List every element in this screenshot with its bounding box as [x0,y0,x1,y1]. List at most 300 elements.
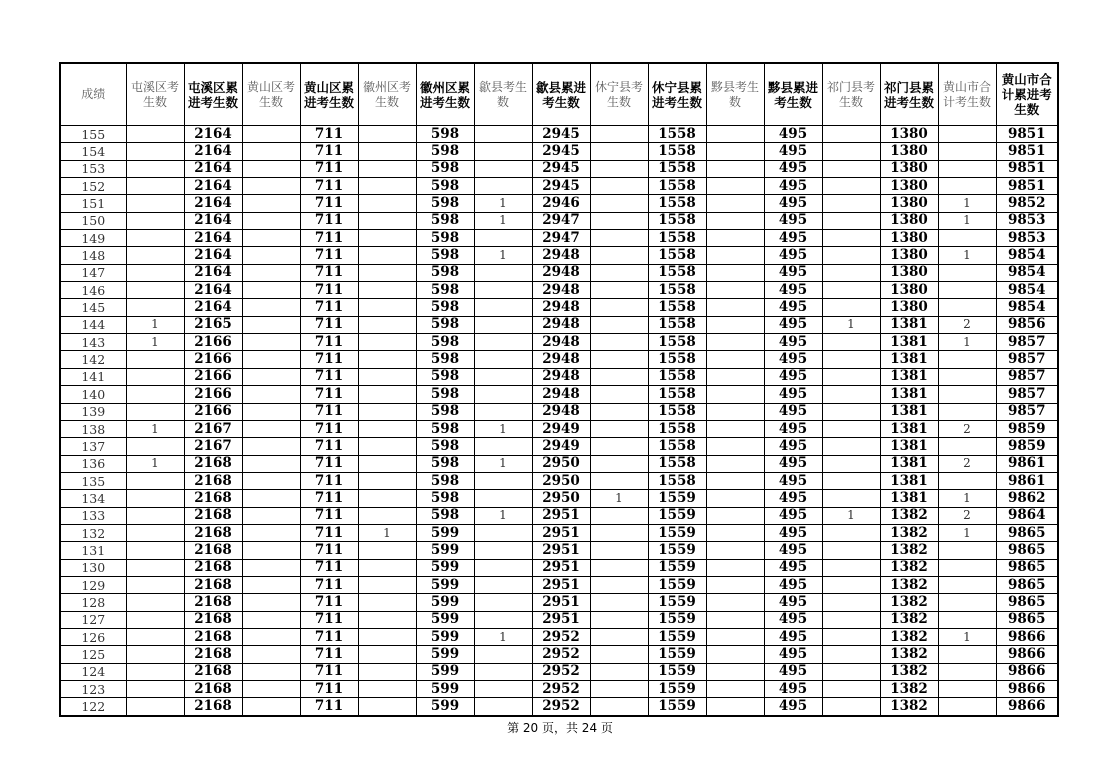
cumulative-count-cell: 495 [764,507,822,524]
cumulative-count-cell: 598 [416,403,474,420]
count-cell [126,611,184,628]
score-cell: 145 [60,299,126,316]
cumulative-count-cell: 711 [300,646,358,663]
table-row [60,351,1058,368]
cumulative-count-cell: 598 [416,386,474,403]
count-cell [590,507,648,524]
cumulative-count-cell: 495 [764,316,822,333]
count-cell [242,264,300,281]
count-cell [938,282,996,299]
cumulative-count-cell: 711 [300,576,358,593]
cumulative-count-cell: 9857 [996,386,1058,403]
count-cell [242,420,300,437]
count-cell [242,611,300,628]
cumulative-count-cell: 495 [764,646,822,663]
count-cell [358,663,416,680]
cumulative-count-cell: 2952 [532,698,590,716]
cumulative-count-cell: 2948 [532,351,590,368]
cumulative-count-cell: 495 [764,126,822,143]
count-cell [706,195,764,212]
table-row [60,490,1058,507]
count-cell [242,403,300,420]
count-cell [706,438,764,455]
count-cell [358,264,416,281]
count-cell [938,681,996,698]
cumulative-count-cell: 1558 [648,282,706,299]
cumulative-count-cell: 1559 [648,542,706,559]
count-cell [706,455,764,472]
cumulative-count-cell: 495 [764,403,822,420]
cumulative-count-cell: 495 [764,559,822,576]
score-cell: 150 [60,212,126,229]
count-cell [358,438,416,455]
count-cell: 1 [126,420,184,437]
cumulative-count-cell: 1559 [648,524,706,541]
cumulative-count-cell: 1380 [880,299,938,316]
cumulative-count-cell: 1559 [648,663,706,680]
count-cell [590,542,648,559]
count-cell [242,282,300,299]
count-cell [126,282,184,299]
cumulative-count-cell: 495 [764,681,822,698]
cumulative-count-cell: 1382 [880,698,938,716]
count-cell [706,351,764,368]
cumulative-count-cell: 598 [416,195,474,212]
table-row [60,628,1058,645]
count-cell [126,264,184,281]
count-cell [126,559,184,576]
cumulative-count-cell: 9866 [996,628,1058,645]
count-cell [938,576,996,593]
count-cell [590,403,648,420]
cumulative-count-cell: 711 [300,438,358,455]
cumulative-count-cell: 9861 [996,472,1058,489]
count-cell: 1 [474,195,532,212]
score-cell: 148 [60,247,126,264]
cumulative-count-cell: 1380 [880,230,938,247]
cumulative-count-cell: 1382 [880,524,938,541]
count-cell [474,368,532,385]
cumulative-count-cell: 599 [416,576,474,593]
cumulative-count-cell: 9861 [996,455,1058,472]
count-cell: 1 [938,195,996,212]
cumulative-count-cell: 711 [300,351,358,368]
column-header-cumulative: 黄山区累进考生数 [300,63,358,126]
count-cell [126,160,184,177]
cumulative-count-cell: 2165 [184,316,242,333]
cumulative-count-cell: 2168 [184,490,242,507]
cumulative-count-cell: 1558 [648,299,706,316]
cumulative-count-cell: 9866 [996,681,1058,698]
table-row [60,542,1058,559]
cumulative-count-cell: 9854 [996,264,1058,281]
cumulative-count-cell: 9865 [996,576,1058,593]
cumulative-count-cell: 1559 [648,559,706,576]
cumulative-count-cell: 711 [300,594,358,611]
cumulative-count-cell: 495 [764,698,822,716]
score-cell: 122 [60,698,126,716]
count-cell [474,334,532,351]
cumulative-count-cell: 2168 [184,698,242,716]
count-cell [358,646,416,663]
cumulative-count-cell: 9859 [996,438,1058,455]
count-cell [706,178,764,195]
count-cell [706,282,764,299]
cumulative-count-cell: 2164 [184,212,242,229]
score-cell: 140 [60,386,126,403]
cumulative-count-cell: 495 [764,282,822,299]
cumulative-count-cell: 1381 [880,334,938,351]
cumulative-count-cell: 599 [416,611,474,628]
cumulative-count-cell: 1558 [648,438,706,455]
count-cell: 1 [938,524,996,541]
count-cell: 2 [938,420,996,437]
count-cell [242,178,300,195]
count-cell [126,681,184,698]
cumulative-count-cell: 598 [416,230,474,247]
cumulative-count-cell: 9854 [996,299,1058,316]
cumulative-count-cell: 1382 [880,681,938,698]
count-cell [358,334,416,351]
count-cell [590,368,648,385]
count-cell [706,126,764,143]
column-header-count: 黄山区考生数 [242,63,300,126]
count-cell [938,160,996,177]
count-cell [242,351,300,368]
cumulative-count-cell: 495 [764,212,822,229]
count-cell [126,386,184,403]
count-cell [822,472,880,489]
cumulative-count-cell: 9854 [996,282,1058,299]
count-cell [590,438,648,455]
score-cell: 152 [60,178,126,195]
count-cell: 1 [938,212,996,229]
count-cell [822,490,880,507]
count-cell: 1 [590,490,648,507]
cumulative-count-cell: 1380 [880,212,938,229]
cumulative-count-cell: 2164 [184,195,242,212]
cumulative-count-cell: 1559 [648,490,706,507]
cumulative-count-cell: 711 [300,212,358,229]
cumulative-count-cell: 599 [416,698,474,716]
cumulative-count-cell: 2164 [184,143,242,160]
count-cell [474,524,532,541]
count-cell [474,698,532,716]
cumulative-count-cell: 9851 [996,126,1058,143]
cumulative-count-cell: 711 [300,195,358,212]
cumulative-count-cell: 1558 [648,178,706,195]
count-cell [358,282,416,299]
count-cell [822,143,880,160]
score-cell: 144 [60,316,126,333]
table-row [60,264,1058,281]
count-cell [590,386,648,403]
cumulative-count-cell: 711 [300,524,358,541]
cumulative-count-cell: 495 [764,334,822,351]
cumulative-count-cell: 9865 [996,542,1058,559]
count-cell [242,368,300,385]
count-cell [242,490,300,507]
score-cell: 129 [60,576,126,593]
count-cell [822,455,880,472]
count-cell [242,386,300,403]
cumulative-count-cell: 2168 [184,455,242,472]
count-cell: 1 [938,334,996,351]
count-cell [358,628,416,645]
count-cell [590,334,648,351]
count-cell [126,524,184,541]
cumulative-count-cell: 599 [416,524,474,541]
count-cell [590,611,648,628]
cumulative-count-cell: 1382 [880,663,938,680]
score-cell: 139 [60,403,126,420]
count-cell [590,420,648,437]
cumulative-count-cell: 1559 [648,681,706,698]
count-cell [590,230,648,247]
count-cell [706,420,764,437]
cumulative-count-cell: 1380 [880,160,938,177]
cumulative-count-cell: 2168 [184,681,242,698]
cumulative-count-cell: 9866 [996,698,1058,716]
cumulative-count-cell: 495 [764,160,822,177]
count-cell [358,351,416,368]
count-cell [590,524,648,541]
count-cell [938,386,996,403]
cumulative-count-cell: 495 [764,524,822,541]
count-cell [938,594,996,611]
count-cell [706,403,764,420]
cumulative-count-cell: 2166 [184,386,242,403]
cumulative-count-cell: 1558 [648,264,706,281]
cumulative-count-cell: 2948 [532,282,590,299]
cumulative-count-cell: 598 [416,316,474,333]
cumulative-count-cell: 598 [416,507,474,524]
cumulative-count-cell: 1382 [880,576,938,593]
count-cell [358,455,416,472]
score-cell: 127 [60,611,126,628]
cumulative-count-cell: 711 [300,628,358,645]
cumulative-count-cell: 2948 [532,403,590,420]
cumulative-count-cell: 599 [416,646,474,663]
cumulative-count-cell: 711 [300,230,358,247]
count-cell [474,472,532,489]
cumulative-count-cell: 2168 [184,576,242,593]
count-cell: 1 [474,455,532,472]
cumulative-count-cell: 1380 [880,195,938,212]
cumulative-count-cell: 2164 [184,264,242,281]
count-cell [358,160,416,177]
cumulative-count-cell: 711 [300,472,358,489]
count-cell: 1 [938,490,996,507]
count-cell [126,368,184,385]
column-header-count: 黄山市合计考生数 [938,63,996,126]
count-cell [126,195,184,212]
count-cell [590,472,648,489]
cumulative-count-cell: 495 [764,576,822,593]
cumulative-count-cell: 495 [764,264,822,281]
cumulative-count-cell: 1380 [880,143,938,160]
count-cell: 1 [474,247,532,264]
cumulative-count-cell: 2952 [532,628,590,645]
count-cell [358,403,416,420]
count-cell [706,490,764,507]
cumulative-count-cell: 2166 [184,403,242,420]
count-cell [938,264,996,281]
count-cell [938,438,996,455]
table-row [60,160,1058,177]
cumulative-count-cell: 1381 [880,490,938,507]
count-cell [242,507,300,524]
cumulative-count-cell: 495 [764,247,822,264]
count-cell [822,611,880,628]
cumulative-count-cell: 495 [764,178,822,195]
count-cell [242,438,300,455]
cumulative-count-cell: 9852 [996,195,1058,212]
cumulative-count-cell: 598 [416,126,474,143]
count-cell [590,351,648,368]
count-cell [242,594,300,611]
count-cell [358,195,416,212]
cumulative-count-cell: 2951 [532,594,590,611]
count-cell [590,681,648,698]
score-cell: 134 [60,490,126,507]
count-cell: 1 [938,628,996,645]
cumulative-count-cell: 9851 [996,143,1058,160]
count-cell [242,212,300,229]
cumulative-count-cell: 598 [416,334,474,351]
cumulative-count-cell: 1558 [648,472,706,489]
table-row [60,559,1058,576]
count-cell [126,576,184,593]
count-cell [126,438,184,455]
cumulative-count-cell: 711 [300,143,358,160]
count-cell [126,663,184,680]
table-row [60,420,1058,437]
column-header-cumulative: 屯溪区累进考生数 [184,63,242,126]
cumulative-count-cell: 2949 [532,438,590,455]
count-cell [822,160,880,177]
cumulative-count-cell: 598 [416,420,474,437]
cumulative-count-cell: 598 [416,282,474,299]
count-cell [126,490,184,507]
score-cell: 154 [60,143,126,160]
cumulative-count-cell: 711 [300,490,358,507]
cumulative-count-cell: 711 [300,611,358,628]
count-cell: 1 [822,507,880,524]
cumulative-count-cell: 2952 [532,646,590,663]
score-cell: 128 [60,594,126,611]
cumulative-count-cell: 598 [416,438,474,455]
count-cell [706,334,764,351]
score-cell: 141 [60,368,126,385]
count-cell [358,490,416,507]
cumulative-count-cell: 1381 [880,438,938,455]
count-cell [938,230,996,247]
table-row [60,386,1058,403]
cumulative-count-cell: 495 [764,195,822,212]
count-cell [938,126,996,143]
table-row [60,126,1058,143]
count-cell [706,264,764,281]
count-cell [242,663,300,680]
cumulative-count-cell: 1382 [880,507,938,524]
cumulative-count-cell: 711 [300,247,358,264]
cumulative-count-cell: 711 [300,681,358,698]
cumulative-count-cell: 2948 [532,247,590,264]
score-cell: 123 [60,681,126,698]
count-cell [474,160,532,177]
cumulative-count-cell: 2167 [184,438,242,455]
count-cell [706,524,764,541]
count-cell [590,594,648,611]
count-cell [242,472,300,489]
count-cell: 1 [358,524,416,541]
count-cell [242,316,300,333]
count-cell [474,681,532,698]
count-cell [706,247,764,264]
table-row [60,698,1058,716]
count-cell: 1 [126,334,184,351]
count-cell [474,299,532,316]
cumulative-count-cell: 2164 [184,160,242,177]
cumulative-count-cell: 495 [764,420,822,437]
cumulative-count-cell: 495 [764,628,822,645]
score-cell: 147 [60,264,126,281]
count-cell [706,143,764,160]
cumulative-count-cell: 495 [764,230,822,247]
column-header-cumulative: 黄山市合计累进考生数 [996,63,1058,126]
cumulative-count-cell: 1381 [880,316,938,333]
count-cell [126,178,184,195]
count-cell [822,247,880,264]
cumulative-count-cell: 711 [300,559,358,576]
count-cell [822,663,880,680]
table-row [60,438,1058,455]
count-cell [938,368,996,385]
cumulative-count-cell: 9857 [996,334,1058,351]
score-cell: 131 [60,542,126,559]
cumulative-count-cell: 711 [300,160,358,177]
cumulative-count-cell: 1381 [880,472,938,489]
count-cell [474,316,532,333]
count-cell [590,143,648,160]
cumulative-count-cell: 1382 [880,542,938,559]
count-cell [590,316,648,333]
cumulative-count-cell: 1381 [880,351,938,368]
cumulative-count-cell: 1558 [648,230,706,247]
cumulative-count-cell: 2945 [532,143,590,160]
cumulative-count-cell: 2164 [184,299,242,316]
score-cell: 151 [60,195,126,212]
count-cell [590,299,648,316]
count-cell [358,143,416,160]
cumulative-count-cell: 711 [300,507,358,524]
header-row [60,63,1058,126]
score-cell: 130 [60,559,126,576]
count-cell [822,230,880,247]
cumulative-count-cell: 1558 [648,403,706,420]
score-cell: 133 [60,507,126,524]
count-cell: 1 [474,212,532,229]
count-cell [938,646,996,663]
cumulative-count-cell: 711 [300,178,358,195]
cumulative-count-cell: 598 [416,351,474,368]
cumulative-count-cell: 1381 [880,420,938,437]
count-cell [938,143,996,160]
count-cell [706,316,764,333]
cumulative-count-cell: 2949 [532,420,590,437]
cumulative-count-cell: 1380 [880,126,938,143]
